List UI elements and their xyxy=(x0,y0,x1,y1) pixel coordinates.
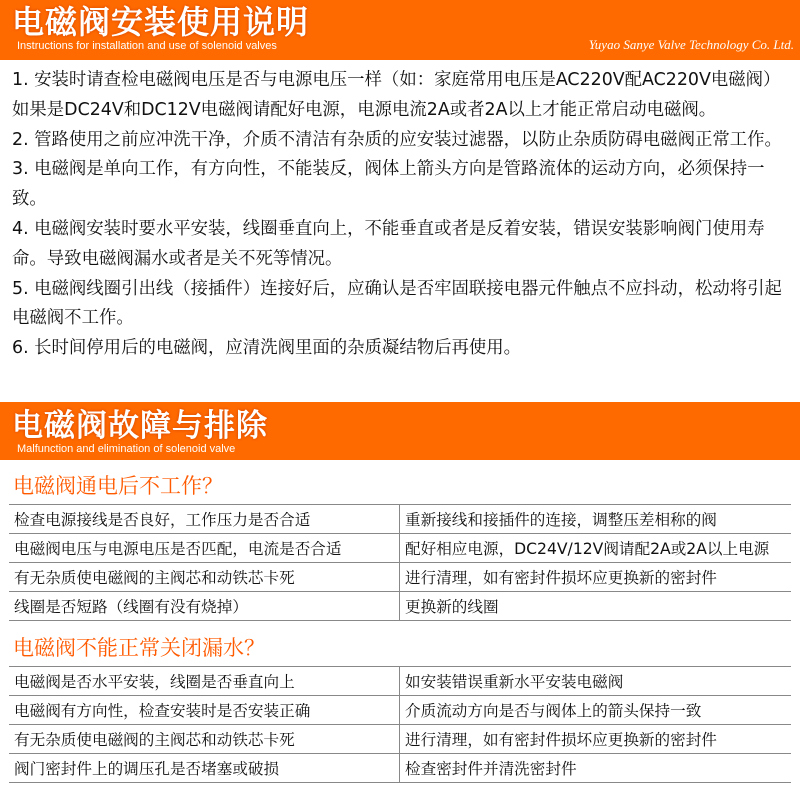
instructions-title: 电磁阀安装使用说明 xyxy=(12,3,310,41)
table-row xyxy=(9,592,791,621)
solution-cell: 更换新的线圈 xyxy=(400,592,792,621)
table-row xyxy=(9,534,791,563)
instructions-list xyxy=(12,66,796,364)
section-heading-leaking: 电磁阀不能正常关闭漏水？ xyxy=(13,636,265,660)
solution-cell: 配好相应电源，DC24V/12V阀请配2A或2A以上电源 xyxy=(400,534,792,563)
troubleshooting-banner xyxy=(0,402,800,460)
table-row xyxy=(9,667,791,696)
check-cell: 检查电源接线是否良好，工作压力是否合适 xyxy=(9,505,400,534)
table-row xyxy=(9,696,791,725)
check-cell: 电磁阀电压与电源电压是否匹配，电流是否合适 xyxy=(9,534,400,563)
solution-cell: 检查密封件并清洗密封件 xyxy=(400,754,792,783)
instruction-item: 1. 安装时请查检电磁阀电压是否与电源电压一样（如：家庭常用电压是AC220V配AC220V电磁阀）如果是DC24V和DC12V电磁阀请配好电源，电源电流2A或者2A以上才能正常启动电磁阀。 xyxy=(12,70,781,120)
check-cell: 有无杂质使电磁阀的主阀芯和动铁芯卡死 xyxy=(9,725,400,754)
company-name: Yuyao Sanye Valve Technology Co. Ltd. xyxy=(588,37,794,52)
solution-cell: 介质流动方向是否与阀体上的箭头保持一致 xyxy=(400,696,792,725)
solution-cell: 进行清理，如有密封件损坏应更换新的密封件 xyxy=(400,725,792,754)
table-row xyxy=(9,505,791,534)
instructions-subtitle: Instructions for installation and use of solenoid valves xyxy=(17,40,277,52)
instruction-item: 4. 电磁阀安装时要水平安装，线圈垂直向上，不能垂直或者是反着安装，错误安装影响阀门使用寿命。导致电磁阀漏水或者是关不死等情况。 xyxy=(12,218,765,269)
fault-table-leaking xyxy=(9,666,791,783)
table-row xyxy=(9,754,791,783)
section-heading-not-working: 电磁阀通电后不工作？ xyxy=(13,474,223,498)
solution-cell: 如安装错误重新水平安装电磁阀 xyxy=(400,667,792,696)
solution-cell: 重新接线和接插件的连接，调整压差相称的阀 xyxy=(400,505,792,534)
fault-table-not-working xyxy=(9,504,791,621)
instruction-item: 2. 管路使用之前应冲洗干净，介质不清洁有杂质的应安装过滤器，以防止杂质防碍电磁阀正常工作。 xyxy=(12,129,782,150)
instructions-banner xyxy=(0,0,800,60)
table-row xyxy=(9,725,791,754)
check-cell: 电磁阀是否水平安装，线圈是否垂直向上 xyxy=(9,667,400,696)
table-row xyxy=(9,563,791,592)
troubleshooting-title: 电磁阀故障与排除 xyxy=(12,408,268,444)
instruction-item: 6. 长时间停用后的电磁阀，应清洗阀里面的杂质凝结物后再使用。 xyxy=(12,338,522,359)
troubleshooting-subtitle: Malfunction and elimination of solenoid valve xyxy=(17,443,236,455)
check-cell: 阀门密封件上的调压孔是否堵塞或破损 xyxy=(9,754,400,783)
check-cell: 有无杂质使电磁阀的主阀芯和动铁芯卡死 xyxy=(9,563,400,592)
check-cell: 电磁阀有方向性，检查安装时是否安装正确 xyxy=(9,696,400,725)
check-cell: 线圈是否短路（线圈有没有烧掉） xyxy=(9,592,400,621)
solution-cell: 进行清理，如有密封件损坏应更换新的密封件 xyxy=(400,563,792,592)
instruction-item: 3. 电磁阀是单向工作，有方向性，不能装反，阀体上箭头方向是管路流体的运动方向，必须保持一致。 xyxy=(12,159,765,210)
instruction-item: 5. 电磁阀线圈引出线（接插件）连接好后，应确认是否牢固联接电器元件触点不应抖动，松动将引起电磁阀不工作。 xyxy=(12,278,782,329)
